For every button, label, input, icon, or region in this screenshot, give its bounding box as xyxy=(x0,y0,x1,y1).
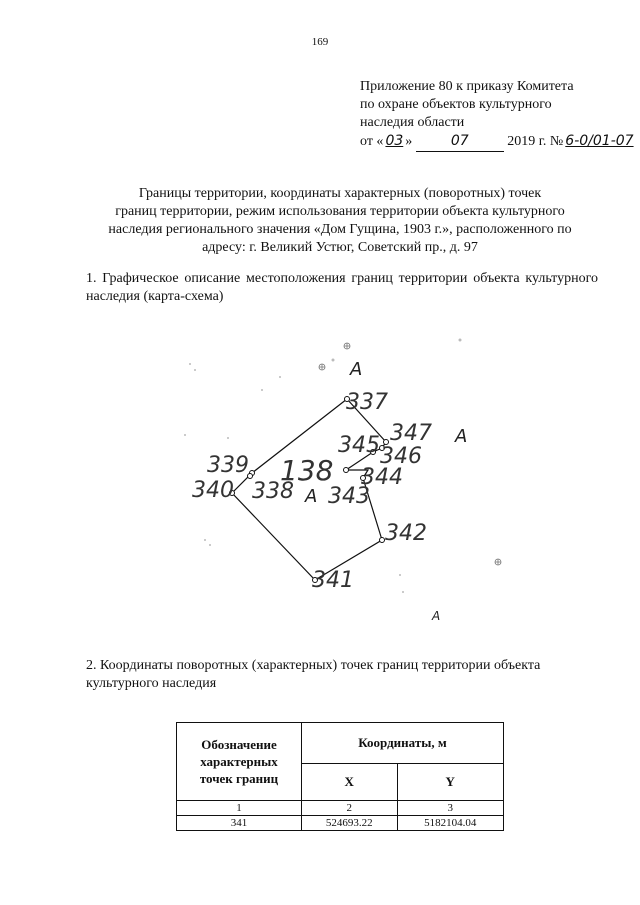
point-label: 345 xyxy=(338,433,380,458)
vertex-343 xyxy=(344,468,349,473)
header-y: Y xyxy=(397,764,504,801)
point-label: 343 xyxy=(328,484,370,509)
point-label: 339 xyxy=(207,453,249,478)
appendix-header xyxy=(360,78,634,152)
title-line-4: адресу: г. Великий Устюг, Советский пр., д. 97 xyxy=(202,240,478,255)
section-2-line-1: 2. Координаты поворотных (характерных) точек границ территории объекта xyxy=(86,658,541,673)
title-line-3: наследия регионального значения «Дом Гущина, 1903 г.», расположенного по xyxy=(108,222,572,237)
section-2-line-2: культурного наследия xyxy=(86,676,217,691)
point-label: 340 xyxy=(192,478,234,503)
point-label: 342 xyxy=(385,521,427,546)
title-line-2: границ территории, режим использования территории объекта культурного xyxy=(115,204,565,219)
column-index: 3 xyxy=(397,801,504,816)
appendix-line-1: Приложение 80 к приказу Комитета xyxy=(360,79,574,94)
point-label: 347 xyxy=(390,421,432,446)
point-label: 346 xyxy=(380,444,422,469)
header-coordinates: Координаты, м xyxy=(302,723,504,764)
building-number: 138 xyxy=(280,454,334,487)
zone-label: А xyxy=(305,486,318,507)
cell-x: 524693.22 xyxy=(302,816,398,831)
date-day: 03 xyxy=(385,133,404,149)
cell-y: 5182104.04 xyxy=(397,816,504,831)
coordinates-table xyxy=(176,722,504,831)
section-1-heading: 1. Графическое описание местоположения границ территории объекта культурного наследия (карта-схема) xyxy=(86,271,598,304)
column-index: 1 xyxy=(177,801,302,816)
point-label: 344 xyxy=(361,465,403,490)
date-month-field xyxy=(416,132,504,152)
zone-label: А xyxy=(455,426,468,447)
header-designation xyxy=(177,723,302,801)
appendix-line-3: наследия области xyxy=(360,115,465,130)
boundary-map xyxy=(150,330,520,630)
zone-label: А xyxy=(350,359,363,380)
point-label: 341 xyxy=(312,568,354,593)
vertex-342 xyxy=(380,538,385,543)
header-designation-line: Обозначение xyxy=(201,737,277,752)
point-label: 337 xyxy=(346,390,388,415)
title-line-1: Границы территории, координаты характерных (поворотных) точек xyxy=(138,186,542,201)
header-designation-line: точек границ xyxy=(199,771,279,786)
cell-point: 341 xyxy=(177,816,302,831)
date-prefix: от « xyxy=(360,134,384,149)
document-title xyxy=(70,185,610,257)
appendix-line-2: по охране объектов культурного xyxy=(360,97,552,112)
appendix-date-line xyxy=(360,132,634,152)
header-x: X xyxy=(302,764,398,801)
page-number: 169 xyxy=(311,36,329,48)
column-index: 2 xyxy=(302,801,398,816)
date-year: 2019 г. № xyxy=(507,134,564,149)
column-index-row xyxy=(177,801,504,816)
header-designation-line: характерных xyxy=(200,754,278,769)
zone-label: А xyxy=(432,609,441,623)
boundary-map-svg xyxy=(150,330,520,630)
point-label: 338 xyxy=(252,479,294,504)
order-number: 6-0/01-07 xyxy=(565,133,634,149)
section-2-heading xyxy=(86,657,606,693)
table-row xyxy=(177,816,504,831)
date-month: 07 xyxy=(450,133,469,149)
date-mid: » xyxy=(405,134,413,149)
